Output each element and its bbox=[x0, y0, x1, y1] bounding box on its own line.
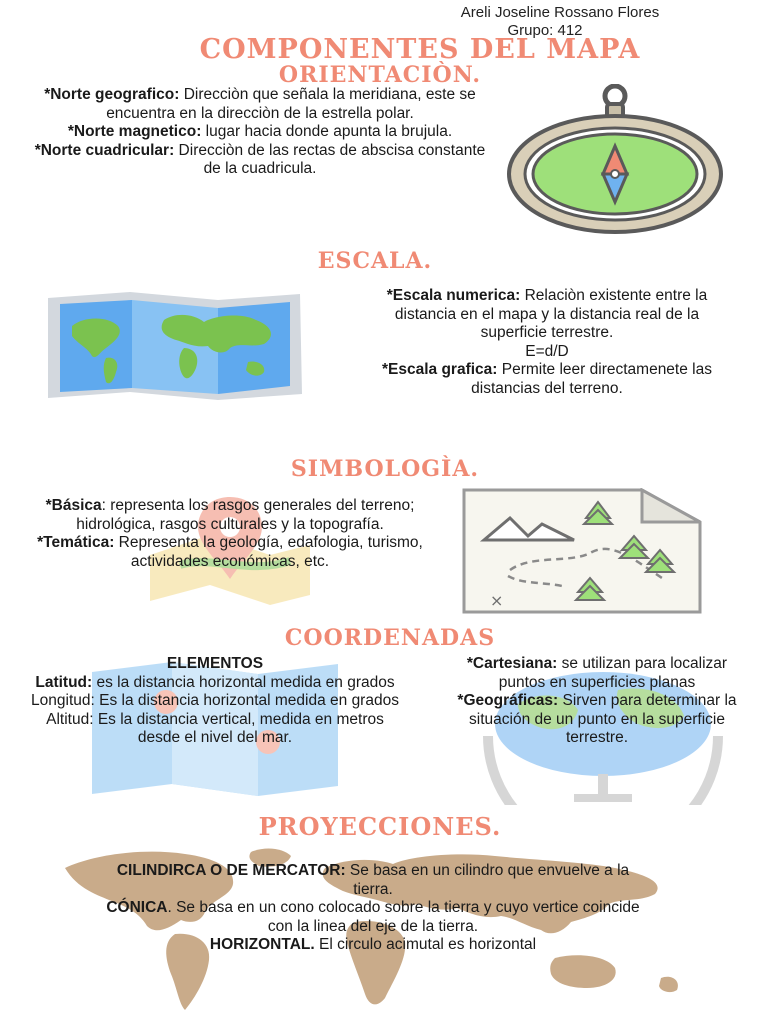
section-heading-escala: ESCALA. bbox=[317, 248, 433, 274]
escala-formula: E=d/D bbox=[525, 342, 569, 360]
treasure-map-icon bbox=[462, 488, 702, 614]
coordenadas-item: Altitud: Es la distancia vertical, medida en metros desde el nivel del mar. bbox=[46, 710, 384, 746]
orientacion-item: *Norte geografico: Direcciòn que señala la meridiana, este se encuentra en la direcciòn de la estrella polar. bbox=[44, 86, 476, 122]
escala-item: *Escala grafica: Permite leer directamenete las distancias del terreno. bbox=[382, 361, 712, 397]
section-heading-orientacion: ORIENTACIÒN. bbox=[278, 62, 482, 88]
group-label: Grupo: 412 bbox=[507, 22, 583, 39]
proyecciones-item: CILINDIRCA O DE MERCATOR: Se basa en un cilindro que envuelve a la tierra. bbox=[116, 862, 630, 898]
world-map-icon bbox=[44, 290, 306, 402]
proyecciones-text bbox=[98, 862, 648, 955]
proyecciones-item: CÓNICA. Se basa en un cono colocado sobre la tierra y cuyo vertice coincide con la linea del eje de la tierra. bbox=[106, 899, 640, 935]
escala-item: *Escala numerica: Relaciòn existente entre la distancia en el mapa y la distancia real de la superficie terrestre. bbox=[386, 287, 708, 341]
coordenadas-item: Longitud: Es la distancia horizontal medida en grados bbox=[31, 692, 399, 709]
section-heading-proyecciones: PROYECCIONES. bbox=[258, 812, 502, 841]
simbologia-item: *Temática: Representa la geología, edafologia, turismo, actividades económicas, etc. bbox=[37, 534, 423, 570]
section-heading-simbologia: SIMBOLOGÌA. bbox=[290, 456, 480, 482]
section-heading-coordenadas: COORDENADAS bbox=[284, 625, 496, 651]
simbologia-item: *Básica: representa los rasgos generales del terreno; hidrológica, rasgos culturales y la topografía. bbox=[45, 497, 415, 533]
coordenadas-item: *Cartesiana: se utilizan para localizar puntos en superficies planas bbox=[466, 655, 728, 691]
elementos-title: ELEMENTOS bbox=[166, 655, 264, 672]
page-title: COMPONENTES DEL MAPA bbox=[199, 34, 641, 65]
proyecciones-item: HORIZONTAL. El circulo acimutal es horizontal bbox=[209, 936, 537, 953]
orientacion-item: *Norte magnetico: lugar hacia donde apunta la brujula. bbox=[67, 123, 453, 140]
orientacion-text bbox=[30, 86, 490, 179]
compass-icon bbox=[505, 84, 725, 234]
escala-text bbox=[362, 287, 732, 398]
coordenadas-item: Latitud: es la distancia horizontal medida en grados bbox=[35, 673, 395, 691]
coordenadas-right-text bbox=[452, 655, 742, 748]
author-name: Areli Joseline Rossano Flores bbox=[460, 4, 660, 21]
coordenadas-item: *Geográficas: Sirven para determinar la situación de un punto en la superficie terrestre. bbox=[457, 692, 737, 746]
coordenadas-left-text bbox=[30, 655, 400, 748]
orientacion-item: *Norte cuadricular: Direcciòn de las rectas de abscisa constante de la cuadricula. bbox=[34, 141, 486, 177]
simbologia-text bbox=[30, 497, 430, 571]
svg-text:×: × bbox=[490, 591, 504, 610]
